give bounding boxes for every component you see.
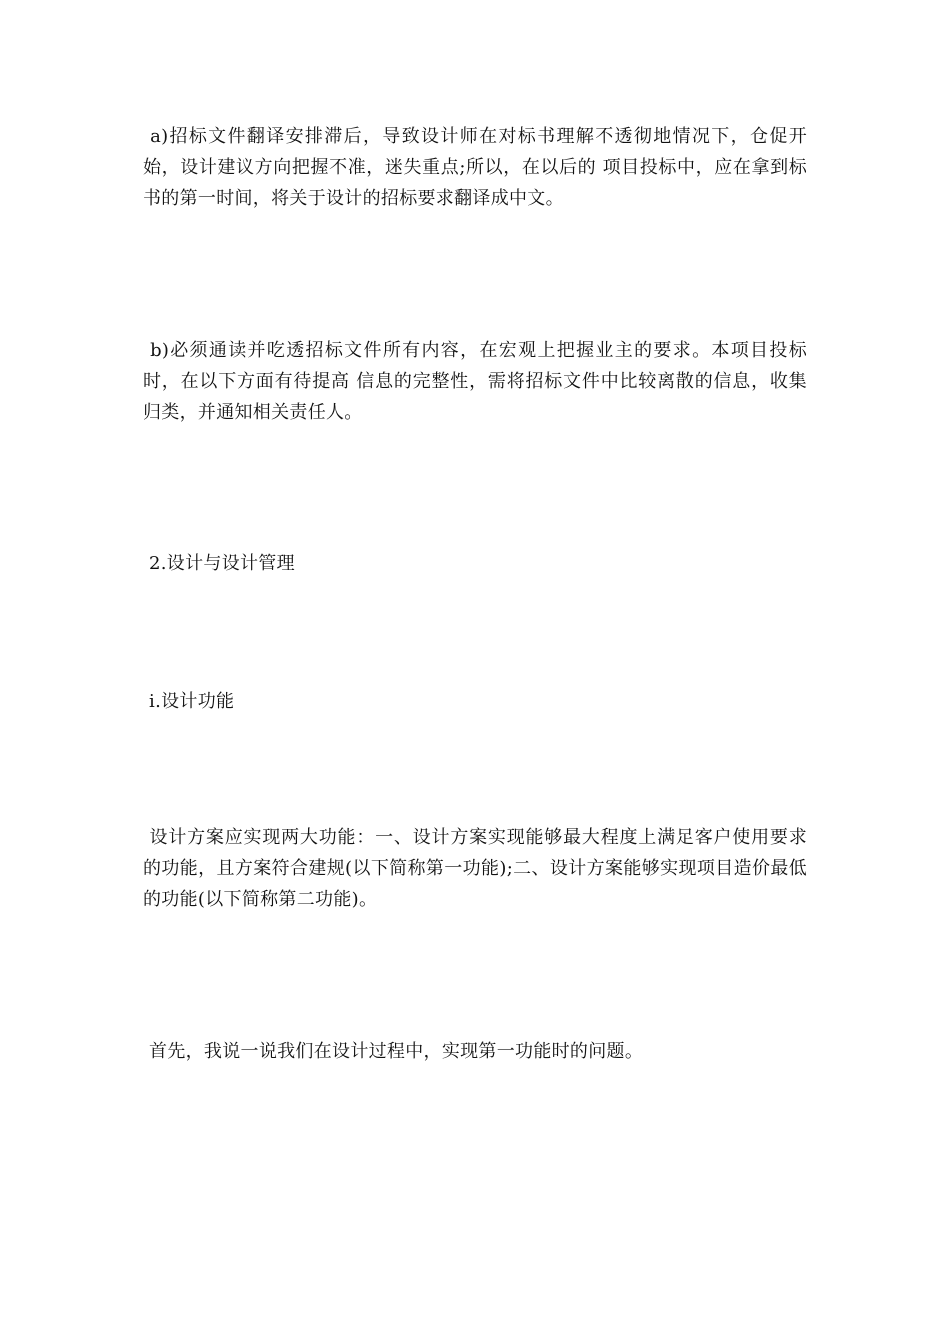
paragraph-b-read-tender-documents: b)必须通读并吃透招标文件所有内容，在宏观上把握业主的要求。本项目投标时，在以下方面有待提高 信息的完整性，需将招标文件中比较离散的信息，收集归类，并通知相关责任人。: [143, 340, 807, 423]
paragraph-a-translation-delay: a)招标文件翻译安排滞后，导致设计师在对标书理解不透彻地情况下，仓促开始，设计建议方向把握不准，迷失重点;所以，在以后的 项目投标中，应在拿到标书的第一时间，将关于设计的招标要求翻译成中文。: [143, 126, 807, 209]
subsection-heading-design-function: i.设计功能: [143, 691, 235, 712]
section-heading-design-management: 2.设计与设计管理: [143, 553, 295, 574]
paragraph-design-two-functions: 设计方案应实现两大功能：一、设计方案实现能够最大程度上满足客户使用要求的功能，且方案符合建规(以下简称第一功能);二、设计方案能够实现项目造价最低的功能(以下简称第二功能)。: [143, 827, 807, 910]
paragraph-first-function-issues: 首先，我说一说我们在设计过程中，实现第一功能时的问题。: [143, 1041, 644, 1062]
